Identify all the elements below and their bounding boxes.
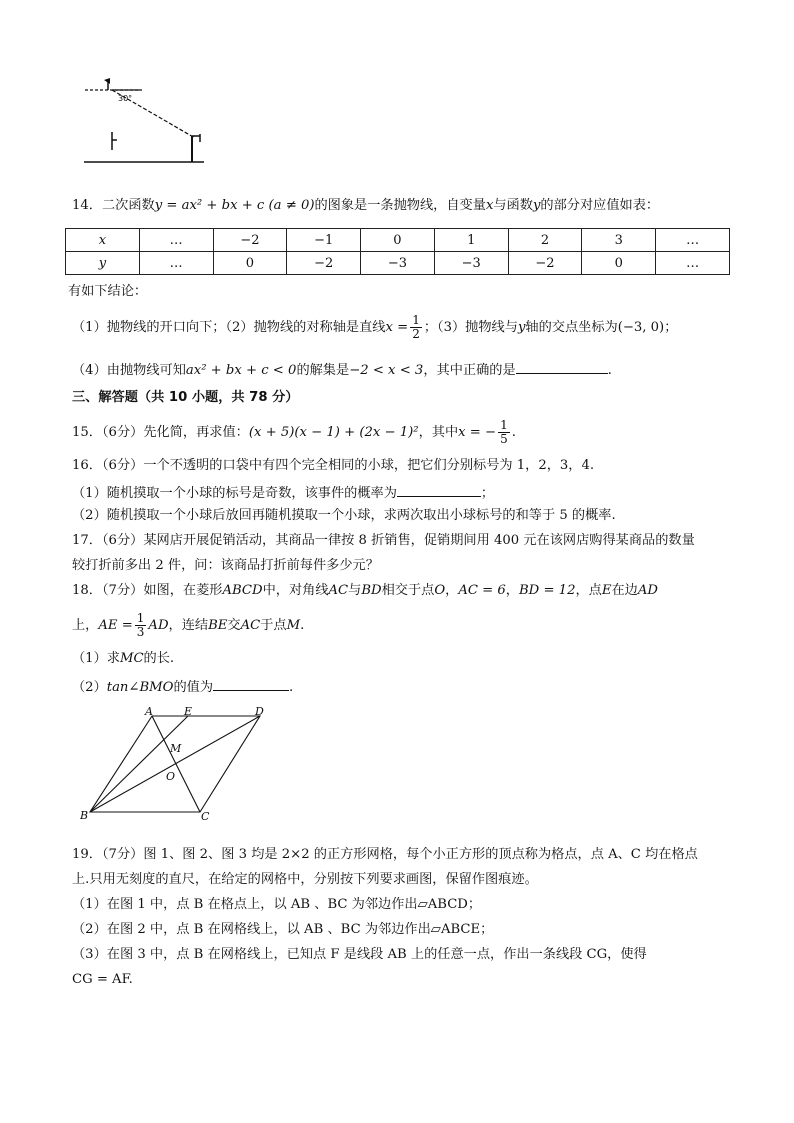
fraction-one-fifth: $\frac{1}{5}$ (500, 418, 508, 446)
q18-part2: （2）tan∠BMO的值为 . (72, 676, 293, 697)
table-cell: −2 (213, 229, 287, 252)
table-cell: −2 (508, 252, 582, 275)
rhombus-figure (80, 706, 280, 826)
table-row-x (66, 229, 730, 252)
table-cell: … (656, 252, 730, 275)
table-cell: … (139, 229, 213, 252)
q19-line2: 上.只用无刻度的直尺，在给定的网格中，分别按下列要求画图，保留作图痕迹。 (72, 872, 538, 887)
table-cell: y (66, 252, 140, 275)
q16-part2: （2）随机摸取一个小球后放回再随机摸取一个小球，求两次取出小球标号的和等于 5 的概率. (72, 508, 616, 523)
diagonal-bd (90, 716, 260, 812)
table-cell: −3 (434, 252, 508, 275)
q14-equation: y = ax² + bx + c (a ≠ 0) (154, 198, 315, 213)
angle-label: 30° (118, 94, 133, 103)
table-cell: 2 (508, 229, 582, 252)
table-cell: 0 (582, 252, 656, 275)
q19-part3: （3）在图 3 中，点 B 在网格线上，已知点 F 是线段 AB 上的任意一点，作出一条线段 CG，使得 (72, 947, 647, 962)
q19-part3-cont: CG = AF. (72, 972, 133, 987)
table-cell: … (656, 229, 730, 252)
table-cell: 1 (434, 229, 508, 252)
fraction-one-third: $\frac{1}{3}$ (136, 611, 145, 639)
label-d: D (255, 706, 264, 718)
q17-line2: 较打折前多出 2 件，问：该商品打折前每件多少元？ (72, 558, 379, 573)
q18-line1: 18．（7分）如图，在菱形ABCD中，对角线AC与BD相交于点O，AC = 6，BD = 12，点E在边AD (72, 583, 658, 598)
table-cell: −3 (361, 252, 435, 275)
segment-be (90, 716, 188, 812)
label-c: C (201, 810, 210, 823)
q19-line1: 19．（7分）图 1、图 2、图 3 均是 2×2 的正方形网格，每个小正方形的顶点称为格点，点 A、C 均在格点 (72, 847, 698, 862)
observer-icon (104, 78, 110, 84)
q19-part1: （1）在图 1 中，点 B 在格点上，以 AB 、BC 为邻边作出▱ABCD； (72, 897, 482, 912)
label-e: E (184, 706, 193, 718)
q18-part1: （1）求MC的长. (72, 651, 175, 666)
q17-line1: 17．（6分）某网店开展促销活动，其商品一律按 8 折销售，促销期间用 400 元在该网店购得某商品的数量 (72, 533, 695, 548)
q14-conclusions-intro: 有如下结论： (68, 284, 148, 299)
q16-part1: （1）随机摸取一个小球的标号是奇数，该事件的概率为 ； (72, 482, 494, 503)
q16-stem: 16．（6分）一个不透明的口袋中有四个完全相同的小球，把它们分别标号为 1，2，3，4. (72, 458, 595, 473)
answer-blank[interactable] (213, 676, 289, 691)
answer-blank[interactable] (397, 482, 481, 497)
table-cell: 0 (213, 252, 287, 275)
q14-conclusion-1-3: （1）抛物线的开口向下；（2）抛物线的对称轴是直线x = $\frac{1}{2}$ ；（3）抛物线与y轴的交点坐标为(−3, 0)； (72, 313, 678, 341)
top-figure (80, 72, 220, 167)
table-cell: … (139, 252, 213, 275)
answer-blank[interactable] (516, 359, 608, 374)
q14-conclusion-4: （4）由抛物线可知ax² + bx + c < 0的解集是−2 < x < 3，其中正确的是 . (72, 359, 612, 380)
label-b: B (80, 809, 89, 822)
label-o: O (166, 770, 176, 783)
q14-value-table (65, 228, 730, 275)
q15: 15．（6分）先化简，再求值：(x + 5)(x − 1) + (2x − 1)²，其中x = − $\frac{1}{5}$ . (72, 418, 516, 446)
table-cell: 3 (582, 229, 656, 252)
q14-stem: 14．二次函数y = ax² + bx + c (a ≠ 0)的图象是一条抛物线，自变量x与函数y的部分对应值如表： (72, 198, 660, 213)
table-row-y (66, 252, 730, 275)
q19-part2: （2）在图 2 中，点 B 在网格线上，以 AB 、BC 为邻边作出▱ABCE； (72, 922, 494, 937)
q18-line2: 上，AE = $\frac{1}{3}$ AD，连结BE交AC于点M. (72, 611, 305, 639)
fraction-one-half: $\frac{1}{2}$ (412, 313, 420, 341)
label-a: A (145, 706, 153, 718)
table-cell: −2 (287, 252, 361, 275)
table-cell: 0 (361, 229, 435, 252)
section-title: 三、解答题（共 10 小题，共 78 分） (72, 390, 299, 405)
table-cell: x (66, 229, 140, 252)
label-m: M (170, 742, 182, 755)
table-cell: −1 (287, 229, 361, 252)
